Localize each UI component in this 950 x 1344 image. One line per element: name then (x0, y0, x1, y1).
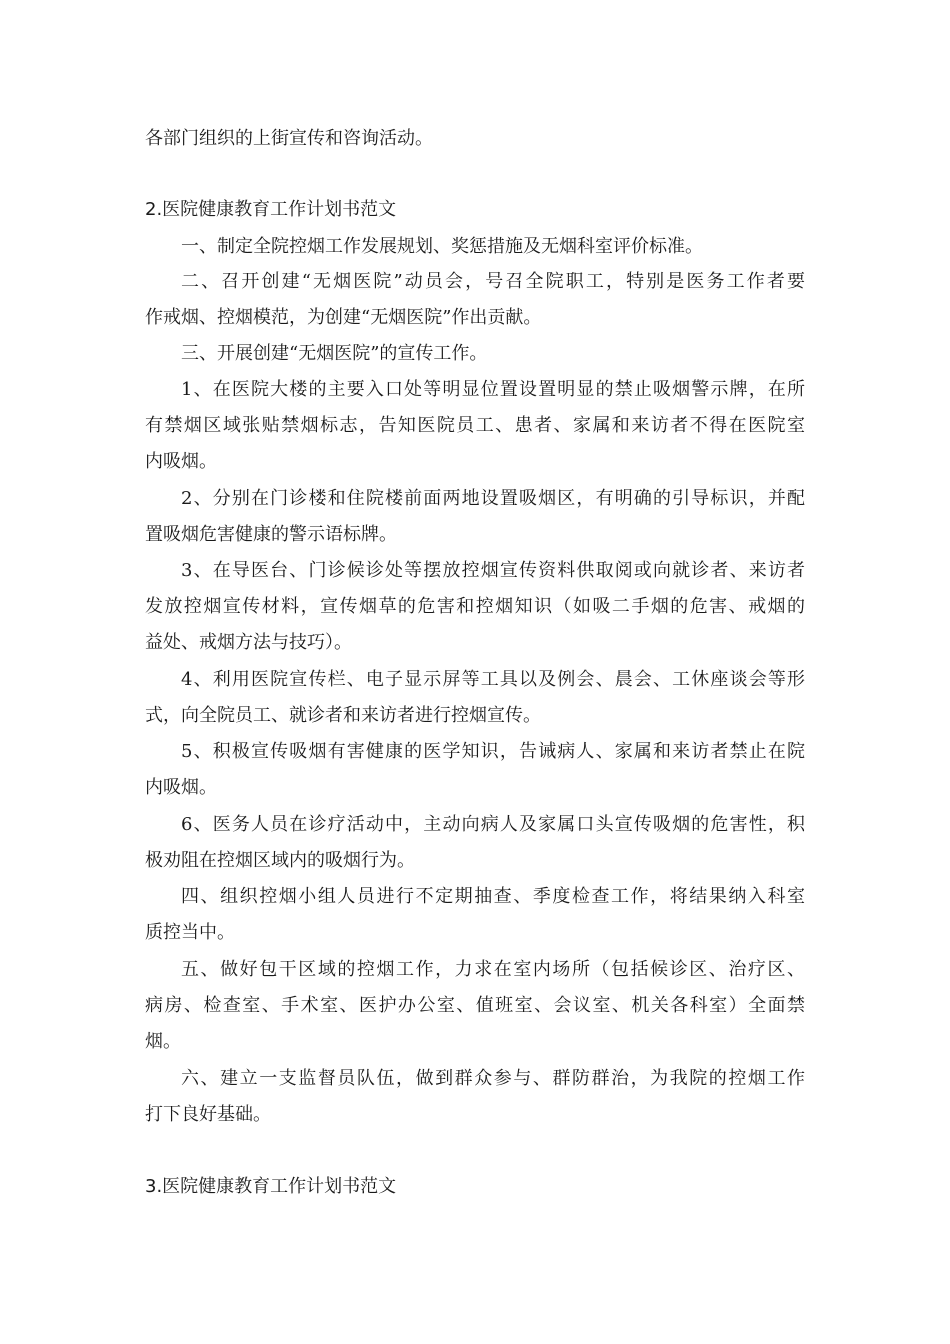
paragraph-line: 一、制定全院控烟工作发展规划、奖惩措施及无烟科室评价标准。 (181, 236, 703, 257)
paragraph-line: 六、建立一支监督员队伍，做到群众参与、群防群治，为我院的控烟工作 (181, 1068, 805, 1089)
paragraph-line: 4、利用医院宣传栏、电子显示屏等工具以及例会、晨会、工休座谈会等形 (181, 669, 805, 690)
paragraph-line: 置吸烟危害健康的警示语标牌。 (145, 524, 397, 545)
paragraph-line: 病房、检查室、手术室、医护办公室、值班室、会议室、机关各科室）全面禁 (145, 995, 805, 1016)
paragraph-line: 打下良好基础。 (145, 1104, 271, 1125)
paragraph-line: 有禁烟区域张贴禁烟标志，告知医院员工、患者、家属和来访者不得在医院室 (145, 415, 805, 436)
paragraph-line: 极劝阻在控烟区域内的吸烟行为。 (145, 850, 415, 871)
paragraph-line: 式，向全院员工、就诊者和来访者进行控烟宣传。 (145, 705, 541, 726)
paragraph-line: 五、做好包干区域的控烟工作，力求在室内场所（包括候诊区、治疗区、 (181, 959, 805, 980)
paragraph-line: 3、在导医台、门诊候诊处等摆放控烟宣传资料供取阅或向就诊者、来访者 (181, 560, 805, 581)
paragraph-line: 内吸烟。 (145, 777, 217, 798)
paragraph-line: 烟。 (145, 1031, 181, 1052)
paragraph-line: 内吸烟。 (145, 451, 217, 472)
paragraph-line: 1、在医院大楼的主要入口处等明显位置设置明显的禁止吸烟警示牌，在所 (181, 379, 805, 400)
paragraph-line: 质控当中。 (145, 922, 235, 943)
paragraph-line: 6、医务人员在诊疗活动中，主动向病人及家属口头宣传吸烟的危害性，积 (181, 814, 805, 835)
paragraph-line: 益处、戒烟方法与技巧）。 (145, 632, 352, 653)
paragraph-line: 发放控烟宣传材料，宣传烟草的危害和控烟知识（如吸二手烟的危害、戒烟的 (145, 596, 805, 617)
paragraph-line: 四、组织控烟小组人员进行不定期抽查、季度检查工作，将结果纳入科室 (181, 886, 805, 907)
paragraph-line: 二、召开创建“无烟医院”动员会，号召全院职工，特别是医务工作者要 (181, 271, 805, 292)
paragraph-line: 5、积极宣传吸烟有害健康的医学知识，告诫病人、家属和来访者禁止在院 (181, 741, 805, 762)
paragraph-line: 三、开展创建“无烟医院”的宣传工作。 (181, 343, 488, 364)
section-3-heading: 3.医院健康教育工作计划书范文 (145, 1176, 397, 1197)
paragraph-line: 2、分别在门诊楼和住院楼前面两地设置吸烟区，有明确的引导标识，并配 (181, 488, 805, 509)
paragraph-line: 作戒烟、控烟模范，为创建“无烟医院”作出贡献。 (145, 307, 542, 328)
continuation-text: 各部门组织的上街宣传和咨询活动。 (145, 128, 433, 149)
section-2-heading: 2.医院健康教育工作计划书范文 (145, 199, 397, 220)
